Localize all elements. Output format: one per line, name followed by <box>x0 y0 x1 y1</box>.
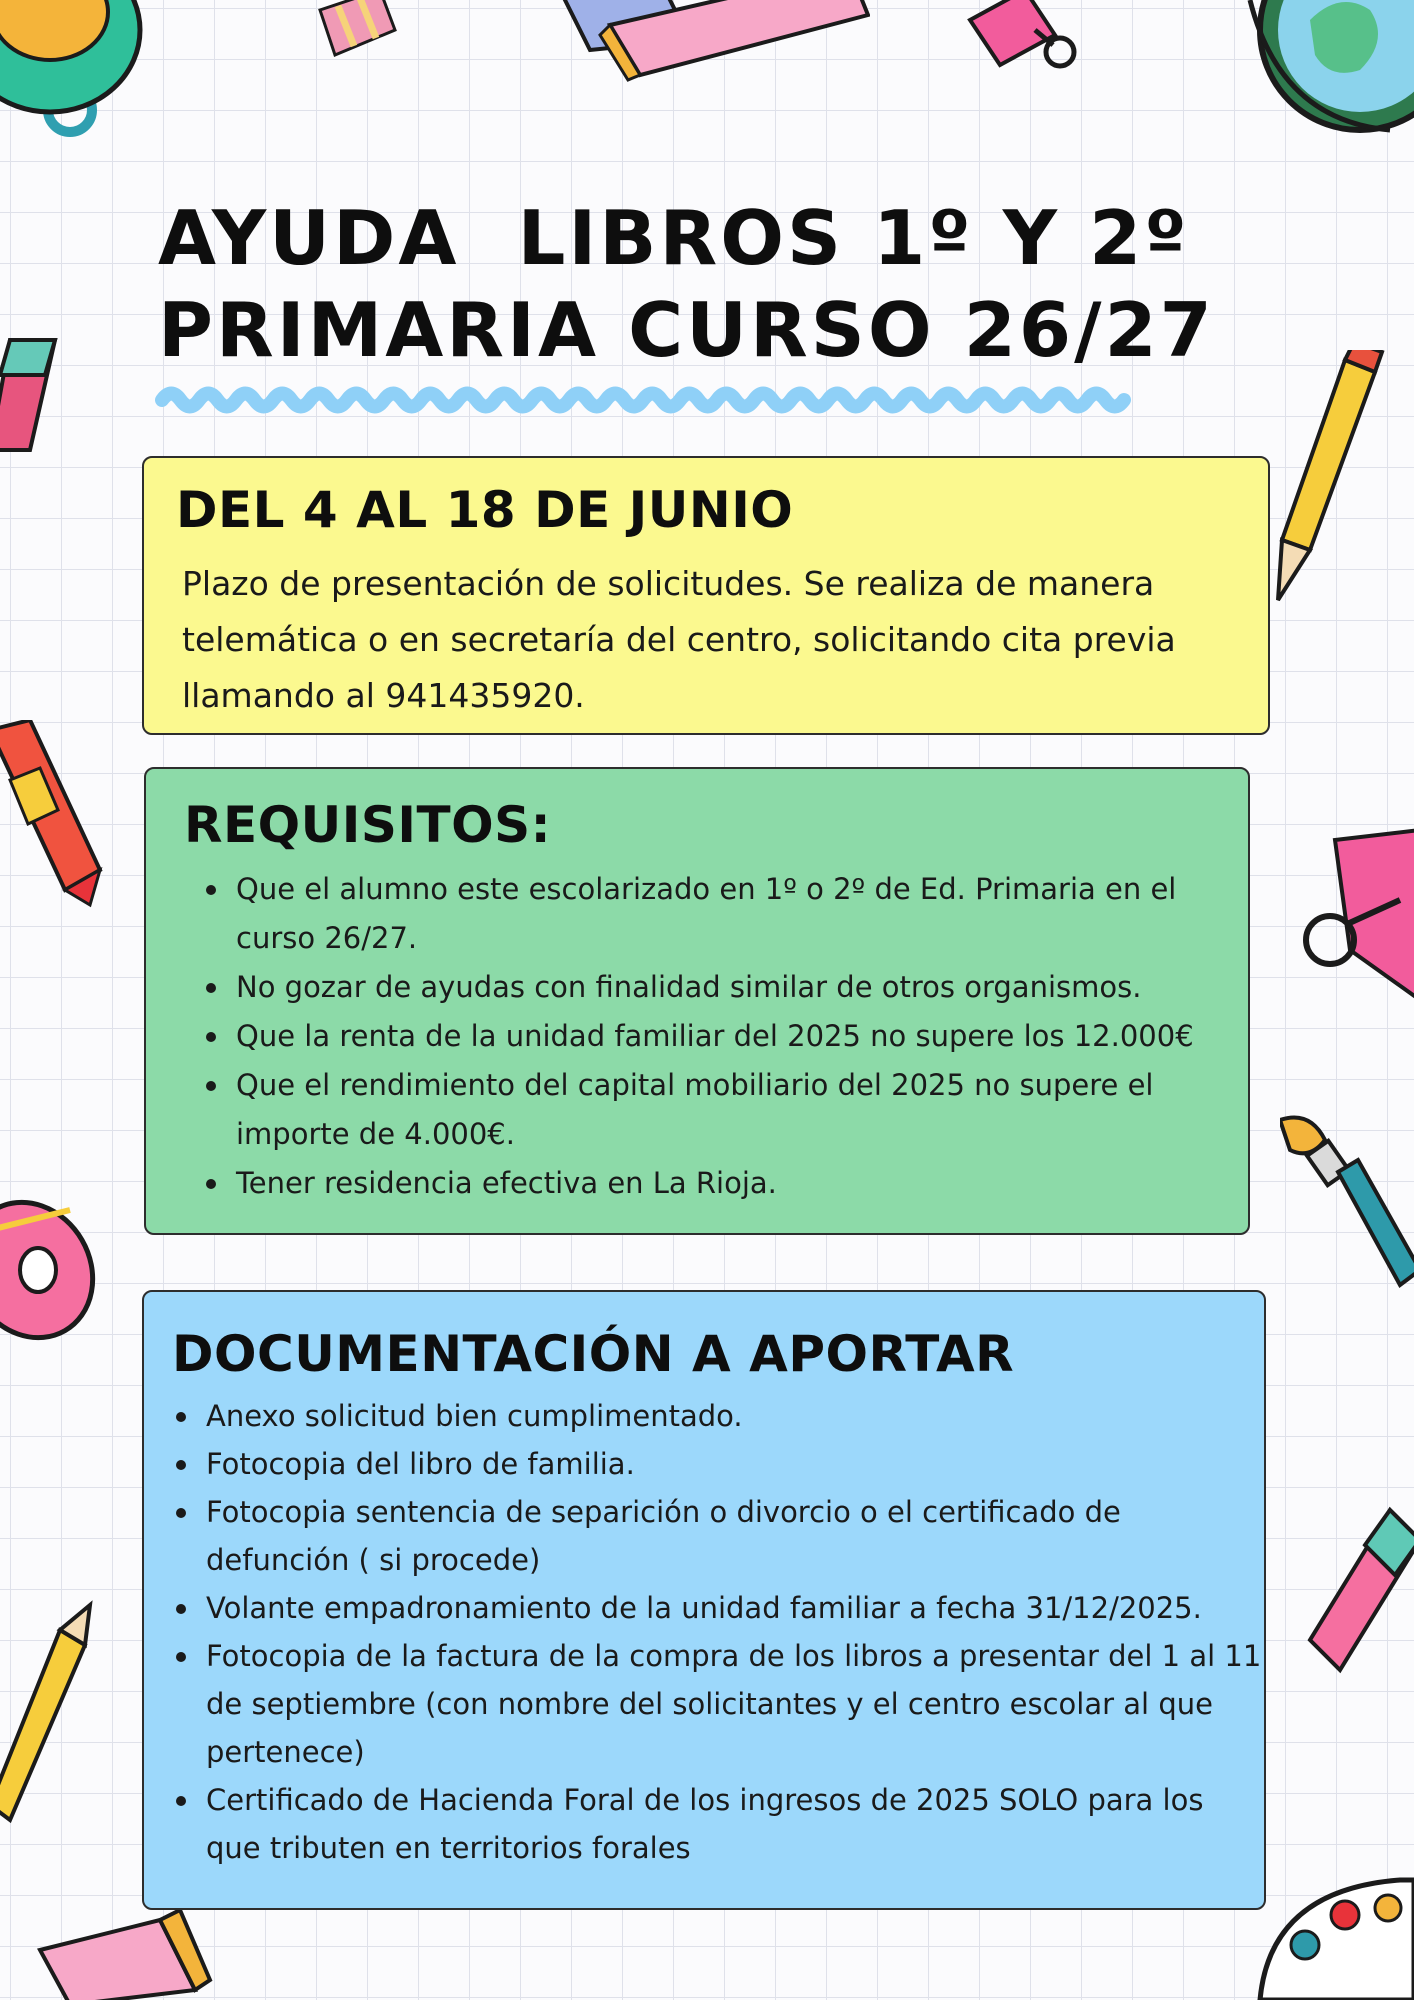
pencil-right-icon <box>1270 350 1390 610</box>
title-underline-squiggle <box>152 372 1152 422</box>
title-line-2: PRIMARIA CURSO 26/27 <box>158 286 1215 374</box>
globe-icon <box>1240 0 1414 150</box>
list-item: Volante empadronamiento de la unidad familiar a fecha 31/12/2025. <box>174 1584 1264 1632</box>
marker-left-icon <box>0 330 70 480</box>
documentacion-heading: DOCUMENTACIÓN A APORTAR <box>172 1325 1015 1383</box>
list-item: Anexo solicitud bien cumplimentado. <box>174 1392 1264 1440</box>
books-icon <box>550 0 870 90</box>
list-item: Fotocopia de la factura de la compra de los libros a presentar del 1 al 11 de septiembre (con nombre del solicitantes y el centro escolar al que pertenece) <box>174 1632 1264 1776</box>
documentacion-box <box>142 1290 1266 1910</box>
list-item: No gozar de ayudas con finalidad similar de otros organismos. <box>204 963 1244 1012</box>
crayon-icon <box>0 720 120 920</box>
paper-clip-pink-icon <box>1290 820 1414 1020</box>
pencil-left-icon <box>0 1600 100 1840</box>
list-item: Que la renta de la unidad familiar del 2025 no supere los 12.000€ <box>204 1012 1244 1061</box>
washi-tape-icon <box>310 0 400 70</box>
binder-clip-icon <box>965 0 1085 90</box>
page-title <box>158 192 1215 376</box>
tape-roll-icon <box>0 1190 110 1350</box>
plazo-text: Plazo de presentación de solicitudes. Se realiza de manera telemática o en secretaría del centro, solicitando cita previa llamando al 941435920. <box>182 564 1176 715</box>
paint-palette-icon <box>1250 1870 1414 2000</box>
list-item: Tener residencia efectiva en La Rioja. <box>204 1159 1244 1208</box>
requisitos-list <box>204 865 1244 1208</box>
list-item: Fotocopia sentencia de separición o divorcio o el certificado de defunción ( si procede) <box>174 1488 1264 1584</box>
plazo-heading: DEL 4 AL 18 DE JUNIO <box>176 481 794 539</box>
plazo-box <box>142 456 1270 735</box>
requisitos-heading: REQUISITOS: <box>184 796 552 854</box>
list-item: Que el alumno este escolarizado en 1º o 2º de Ed. Primaria en el curso 26/27. <box>204 865 1244 963</box>
pencil-sharpener-icon <box>0 0 160 150</box>
list-item: Que el rendimiento del capital mobiliario del 2025 no supere el importe de 4.000€. <box>204 1061 1244 1159</box>
documentacion-list <box>174 1392 1264 1872</box>
title-line-1: AYUDA LIBROS 1º Y 2º <box>158 194 1190 282</box>
paintbrush-icon <box>1280 1110 1414 1310</box>
book-bottom-icon <box>30 1910 230 2000</box>
list-item: Certificado de Hacienda Foral de los ingresos de 2025 SOLO para los que tributen en territorios forales <box>174 1776 1264 1872</box>
requisitos-box <box>144 767 1250 1235</box>
list-item: Fotocopia del libro de familia. <box>174 1440 1264 1488</box>
eraser-icon <box>1300 1500 1414 1700</box>
